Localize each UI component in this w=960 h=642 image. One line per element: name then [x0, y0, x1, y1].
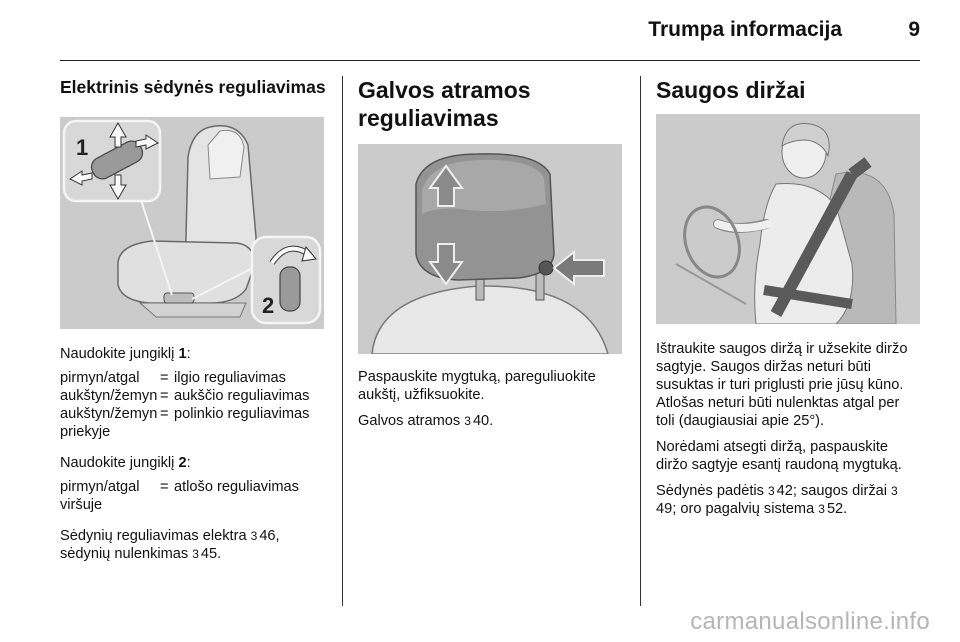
page-ref-link[interactable]: 40: [472, 413, 490, 429]
page-ref-link[interactable]: 45: [200, 546, 218, 562]
seatbelt-unfasten-text: Norėdami atsegti diržą, paspauskite diržo sagtyje esantį raudoną mygtuką.: [656, 439, 902, 473]
switch2-intro: Naudokite jungiklį 2:: [60, 455, 191, 471]
switch1-intro: Naudokite jungiklį 1:: [60, 346, 191, 362]
headrest-drawing: [358, 144, 622, 354]
page-ref-link[interactable]: 46: [259, 528, 276, 544]
switch1-row: aukštyn/žemyn priekyje = polinkio reguliavimas: [60, 406, 310, 440]
seatbelt-fasten-text: Ištraukite saugos diržą ir užsekite diržo sagtyje. Saugos diržas neturi būti susuktas ir turi priglusti prie jūsų kūno. Atlošas neturi būti nulenktas atgal per toli (daugiausiai apie 25°).: [656, 341, 908, 429]
seatbelt-references: Sėdynės padėtis 3 42; saugos diržai 349; oro pagalvių sistema 3 52.: [656, 483, 898, 517]
headrest-illustration: [358, 144, 622, 354]
header-title: Trumpa informacija: [648, 18, 842, 41]
switch2-row: pirmyn/atgal viršuje = atlošo reguliavimas: [60, 479, 299, 513]
page-ref-link[interactable]: 42: [776, 483, 793, 499]
switch1-list: [60, 369, 326, 441]
section-title-seat: Elektrinis sėdynės reguliavimas: [60, 77, 326, 97]
seat-references: Sėdynių reguliavimas elektra 3 46, sėdynių nulenkimas 3 45.: [60, 528, 280, 562]
header-rule: [60, 60, 920, 61]
section-title-seatbelts: Saugos diržai: [656, 77, 806, 103]
seat-illustration: [60, 117, 324, 329]
column-seat-belts: [656, 76, 920, 518]
switch2-list: [60, 478, 326, 514]
column-head-restraint: [358, 76, 624, 430]
watermark: carmanualsonline.info: [690, 608, 930, 635]
column-divider-2: [640, 76, 641, 606]
reference-icon: 3: [250, 529, 258, 543]
headrest-instructions: Paspauskite mygtuką, pareguliuokite aukštį, užfiksuokite.: [358, 369, 596, 403]
column-divider-1: [342, 76, 343, 606]
callout-label-2: 2: [262, 293, 275, 318]
reference-icon: 3: [192, 547, 199, 561]
headrest-reference: Galvos atramos 3 40.: [358, 413, 494, 429]
reference-icon: 3: [767, 484, 775, 498]
reference-icon: 3: [464, 414, 471, 428]
switch1-row: aukštyn/žemyn = aukščio reguliavimas: [60, 388, 310, 404]
page-ref-link[interactable]: 52: [826, 501, 844, 517]
reference-icon: 3: [818, 502, 825, 516]
column-seat-adjustment: [60, 76, 326, 563]
seat-drawing: [60, 117, 324, 329]
callout-label-1: 1: [76, 135, 89, 160]
page-ref-link[interactable]: 49: [656, 501, 673, 517]
seatbelt-drawing: [656, 114, 920, 324]
reference-icon: 3: [891, 484, 898, 498]
seatbelt-illustration: [656, 114, 920, 324]
section-title-headrest: Galvos atramos reguliavimas: [358, 77, 531, 131]
page-number: 9: [908, 18, 920, 41]
switch1-row: pirmyn/atgal = ilgio reguliavimas: [60, 370, 286, 386]
